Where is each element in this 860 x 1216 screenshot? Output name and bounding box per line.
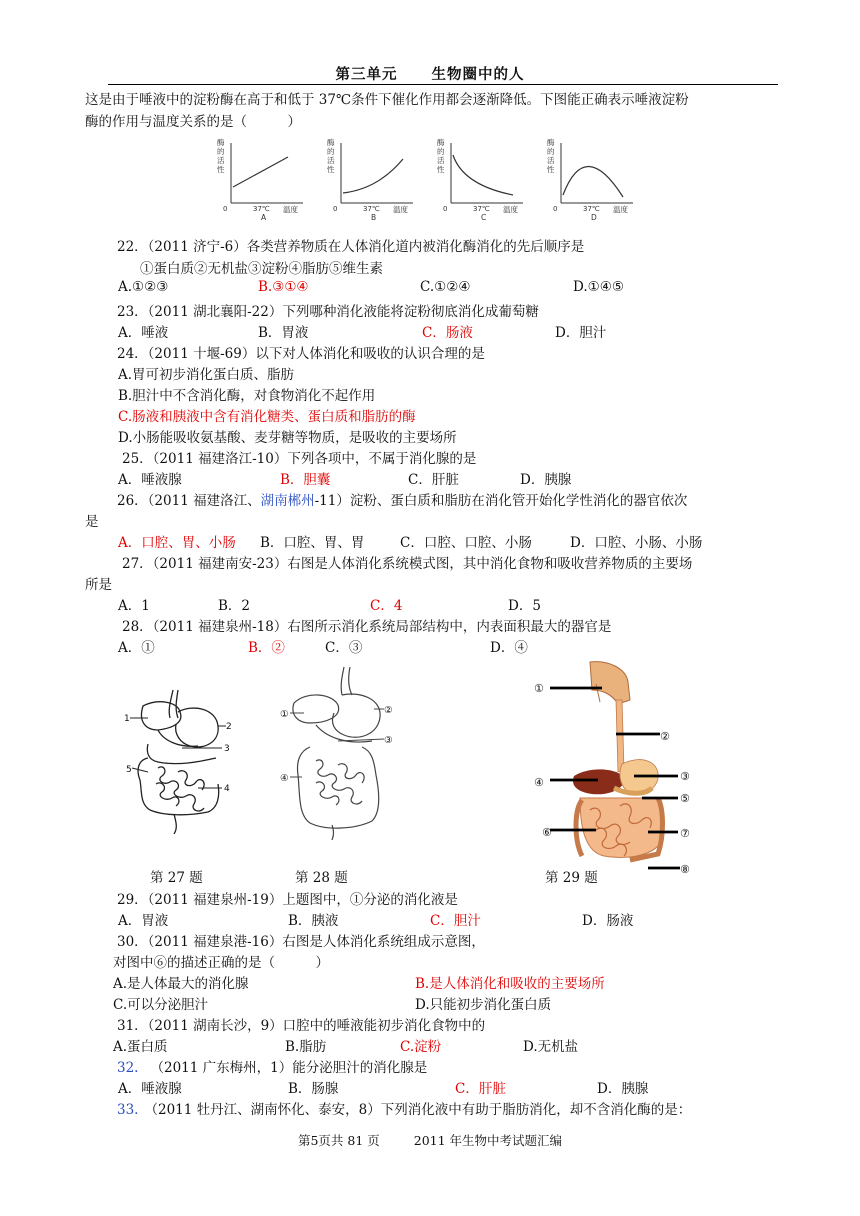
q23-option-d: D．胆汁 [555,325,607,341]
q23-stem: 23．（2011 湖北襄阳-22）下列哪种消化液能将淀粉彻底消化成葡萄糖 [117,304,539,320]
graph-y-label-char: 的 [437,147,445,156]
graph-curve-group [563,166,623,197]
q24-option-a: A.胃可初步消化蛋白质、脂肪 [118,367,295,383]
q29-option-a: A．胃液 [118,913,169,929]
q22-option-d: D.①④⑤ [573,279,624,295]
q24-stem: 24．（2011 十堰-69）以下对人体消化和吸收的认识合理的是 [117,346,485,362]
graph-panel-d [547,137,633,222]
q22-option-c: C.①②④ [420,279,471,295]
q32-option-b: B．肠腺 [288,1081,339,1097]
header-rule [108,84,778,85]
q33-stem: 33. （2011 牡丹江、湖南怀化、泰安，8）下列消化液中有助于脂肪消化，却不含消化酶的是： [117,1102,692,1118]
q31-option-a: A.蛋白质 [113,1039,168,1055]
intro-line-2: 酶的作用与温度关系的是（ ） [85,114,301,130]
graph-y-label-char: 酶 [327,138,335,147]
q27-option-a: A．1 [118,598,150,614]
graph-x-mark: 37℃ [363,205,380,213]
graph-y-label-char: 活 [217,156,225,165]
q28-option-a: A．① [118,640,155,656]
graph-panel-a [217,137,303,222]
q27-option-d: D．5 [508,598,541,614]
q30-stem: 30．（2011 福建泉港-16）右图是人体消化系统组成示意图， [117,934,485,950]
graph-x-mark: 37℃ [473,205,490,213]
q24-option-d: D.小肠能吸收氨基酸、麦芽糖等物质，是吸收的主要场所 [118,430,457,446]
q26-stem: 26．（2011 福建洛江、湖南郴州-11）淀粉、蛋白质和脂肪在消化管开始化学性消化的器官依次 [117,493,688,509]
q27-option-c: C．4 [370,598,403,614]
q25-option-c: C．肝脏 [408,472,459,488]
graph-panel-b [327,137,413,222]
q27-option-b: B．2 [218,598,251,614]
q31-option-b: B.脂肪 [285,1039,327,1055]
graph-origin: 0 [333,205,338,213]
caption-27: 第 27 题 [150,870,203,886]
enzyme-temperature-graphs [205,135,665,227]
figure-27-label-5: 5 [126,765,132,775]
graph-y-label-char: 性 [327,165,335,174]
q25-option-b: B．胆囊 [280,472,331,488]
q28-option-b: B．② [248,640,285,656]
q23-option-c: C．肠液 [422,325,473,341]
graph-y-label-char: 的 [217,147,225,156]
graph-curve [233,157,288,187]
q26-option-d: D．口腔、小肠、小肠 [570,535,703,551]
graph-origin: 0 [443,205,448,213]
q25-option-a: A．唾液腺 [118,472,182,488]
q28-option-d: D．④ [490,640,528,656]
graph-origin: 0 [553,205,558,213]
page-header [0,63,860,84]
q29-option-b: B．胰液 [288,913,339,929]
graph-curve-group [343,159,403,193]
q29-option-d: D．肠液 [582,913,634,929]
figure-29-label-2: ② [660,730,670,743]
graph-panel-c [437,137,523,222]
unit-title: 生物圈中的人 [431,66,525,83]
q30-option-c: C.可以分泌胆汁 [113,997,209,1013]
graph-y-label-char: 性 [437,165,445,174]
figure-29-label-5: ⑤ [680,792,690,805]
caption-29: 第 29 题 [545,870,598,886]
q29-option-c: C．胆汁 [430,913,481,929]
graph-panel-letter: D [591,213,597,222]
page-footer [0,1131,860,1149]
graph-x-label: 温度 [503,205,518,214]
figure-28-label-4: ④ [280,773,289,784]
q33-number: 33. [117,1102,139,1118]
q23-option-a: A．唾液 [118,325,169,341]
q22-stem: 22．（2011 济宁-6）各类营养物质在人体消化道内被消化酶消化的先后顺序是 [117,239,585,255]
q30-option-d: D.只能初步消化蛋白质 [415,997,552,1013]
footer-title: 2011 年生物中考试题汇编 [413,1133,563,1148]
q30-stem-cont: 对图中⑥的描述正确的是（ ） [113,955,329,971]
graph-panel-letter: C [481,213,487,222]
graph-y-label-char: 酶 [437,138,445,147]
q30-option-b: B.是人体消化和吸收的主要场所 [415,976,605,992]
graph-x-label: 温度 [283,205,298,214]
footer-page: 第5页共 81 页 [297,1133,380,1148]
q24-option-c: C.肠液和胰液中含有消化糖类、蛋白质和脂肪的酶 [118,409,416,425]
intro-line-1: 这是由于唾液中的淀粉酶在高于和低于 37℃条件下催化作用都会逐渐降低。下图能正确表示唾液淀粉 [85,92,689,108]
q26-source-highlight: 湖南郴州 [260,493,315,509]
graph-curve-group [233,157,288,187]
graph-x-mark: 37℃ [583,205,600,213]
q24-option-b: B.胆汁中不含消化酶，对食物消化不起作用 [118,388,376,404]
figure-28-label-2: ② [384,705,393,716]
graph-y-label-char: 性 [547,165,555,174]
unit-label: 第三单元 [335,66,398,83]
q27-stem: 27．（2011 福建南安-23）右图是人体消化系统模式图，其中消化食物和吸收营养物质的主要场 [122,556,693,572]
q30-option-a: A.是人体最大的消化腺 [113,976,249,992]
q32-stem: 32. （2011 广东梅州，1）能分泌胆汁的消化腺是 [117,1060,428,1076]
figure-27-label-4: 4 [224,784,230,794]
figure-27-digestive-diagram [118,688,238,834]
q32-option-a: A．唾液腺 [118,1081,182,1097]
q29-stem: 29．（2011 福建泉州-19）上题图中，①分泌的消化液是 [117,892,458,908]
q25-option-d: D．胰腺 [520,472,572,488]
graph-y-label-char: 活 [437,156,445,165]
q32-option-c: C．肝脏 [455,1081,506,1097]
graph-y-label-char: 性 [217,165,225,174]
q22-option-a: A.①②③ [118,279,169,295]
q31-option-c: C.淀粉 [400,1039,442,1055]
graph-curve [343,159,403,193]
q31-option-d: D.无机盐 [523,1039,579,1055]
q26-option-c: C．口腔、口腔、小肠 [400,535,532,551]
graph-y-label-char: 酶 [547,138,555,147]
q31-stem: 31．（2011 湖南长沙，9）口腔中的唾液能初步消化食物中的 [117,1018,486,1034]
q28-stem: 28．（2011 福建泉州-18）右图所示消化系统局部结构中，内表面积最大的器官是 [122,619,612,635]
graph-x-mark: 37℃ [253,205,270,213]
caption-28: 第 28 题 [295,870,348,886]
q22-option-b: B.③①④ [258,279,309,295]
figure-27-label-2: 2 [226,722,232,732]
figure-29-label-7: ⑦ [680,827,690,840]
figure-28-digestive-diagram [276,665,396,840]
figure-27-label-1: 1 [124,714,130,724]
graph-panel-letter: B [371,213,377,222]
q32-number: 32. [117,1060,139,1076]
q27-stem-cont: 所是 [85,577,112,593]
q26-option-a: A．口腔、胃、小肠 [118,535,236,551]
q23-option-b: B．胃液 [258,325,309,341]
q28-option-c: C．③ [325,640,363,656]
graph-y-label-char: 活 [547,156,555,165]
figure-27-label-3: 3 [224,744,230,754]
q32-option-d: D．胰腺 [597,1081,649,1097]
graph-x-label: 温度 [613,205,628,214]
q26-stem-cont: 是 [85,514,99,530]
figure-29-digestive-diagram [530,660,710,875]
graph-panel-letter: A [261,213,267,222]
graph-y-label-char: 的 [327,147,335,156]
q22-items: ①蛋白质②无机盐③淀粉④脂肪⑤维生素 [140,261,383,277]
figure-29-label-6: ⑥ [542,826,552,839]
figure-29-label-4: ④ [534,776,544,789]
q25-stem: 25．（2011 福建洛江-10）下列各项中，不属于消化腺的是 [122,451,477,467]
figure-28-label-3: ③ [384,735,393,746]
graph-curve [563,166,623,197]
q26-option-b: B．口腔、胃、胃 [260,535,365,551]
graph-y-label-char: 的 [547,147,555,156]
graph-curve [453,155,513,195]
figure-29-label-1: ① [534,682,544,695]
graph-x-label: 温度 [393,205,408,214]
graph-y-label-char: 酶 [217,138,225,147]
graph-y-label-char: 活 [327,156,335,165]
graph-curve-group [453,155,513,195]
graph-origin: 0 [223,205,228,213]
figure-29-label-8: ⑧ [680,863,690,875]
figure-29-label-3: ③ [680,770,690,783]
figure-28-label-1: ① [280,709,289,720]
